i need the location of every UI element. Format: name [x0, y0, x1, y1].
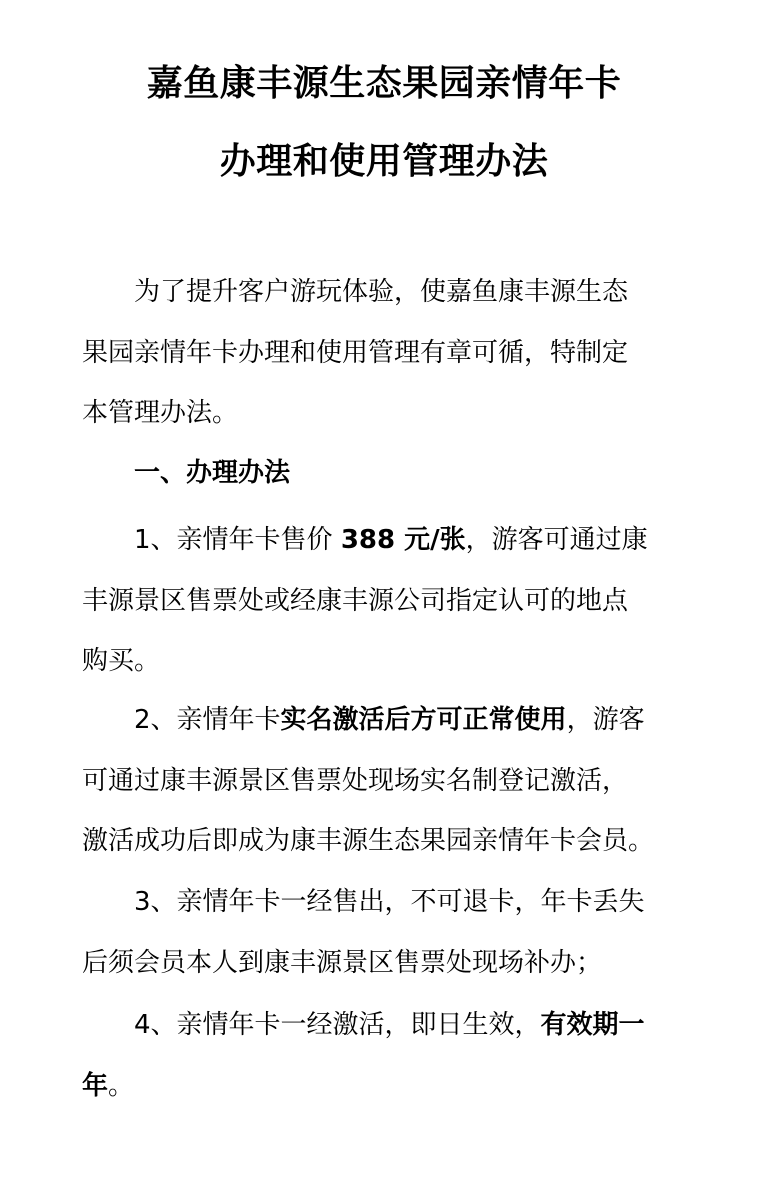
- item-4-bold-text-2: 年: [82, 1070, 109, 1101]
- item-1-prefix: 1、亲情年卡售价: [134, 525, 333, 555]
- section-heading-text: 一、办理办法: [134, 458, 291, 488]
- document-title-line-1: 嘉鱼康丰源生态果园亲情年卡: [146, 63, 622, 104]
- item-4-paragraph: [82, 995, 694, 1116]
- section-heading-1: [82, 443, 694, 504]
- item-4-suffix: 。: [108, 1070, 135, 1101]
- item-4-line-2: [82, 1056, 694, 1117]
- item-3-line-1: 3、亲情年卡一经售出，不可退卡，年卡丢失: [134, 887, 645, 917]
- item-2-line-1: [82, 690, 694, 751]
- item-2-line-3: 激活成功后即成为康丰源生态果园亲情年卡会员。: [82, 826, 655, 856]
- item-3-paragraph: [82, 872, 694, 993]
- item-2-suffix: ，游客: [566, 705, 645, 735]
- item-2-paragraph: [82, 690, 694, 872]
- intro-line-2: 果园亲情年卡办理和使用管理有章可循，特制定: [82, 337, 629, 368]
- item-1-line-1: [82, 510, 694, 571]
- item-4-line-1: [82, 995, 694, 1056]
- intro-line-3: 本管理办法。: [82, 398, 239, 428]
- item-4-bold-text-1: 有效期一: [540, 1010, 645, 1040]
- item-1-paragraph: [82, 510, 694, 692]
- intro-paragraph: [82, 262, 694, 444]
- document-title-line-2: 办理和使用管理办法: [219, 141, 549, 182]
- intro-line-1: 为了提升客户游玩体验，使嘉鱼康丰源生态: [134, 277, 629, 307]
- item-2-bold-text: 实名激活后方可正常使用: [280, 705, 567, 735]
- item-1-suffix: ，游客可通过康: [465, 525, 648, 555]
- item-1-line-3: 购买。: [82, 646, 161, 676]
- item-2-prefix: 2、亲情年卡: [134, 705, 281, 735]
- item-2-line-2: 可通过康丰源景区售票处现场实名制登记激活，: [82, 765, 629, 796]
- item-1-line-2: 丰源景区售票处或经康丰源公司指定认可的地点: [82, 585, 629, 616]
- item-4-prefix: 4、亲情年卡一经激活，即日生效，: [134, 1010, 541, 1040]
- item-3-line-2: 后须会员本人到康丰源景区售票处现场补办；: [82, 947, 603, 978]
- item-1-price: 388 元/张: [340, 525, 466, 555]
